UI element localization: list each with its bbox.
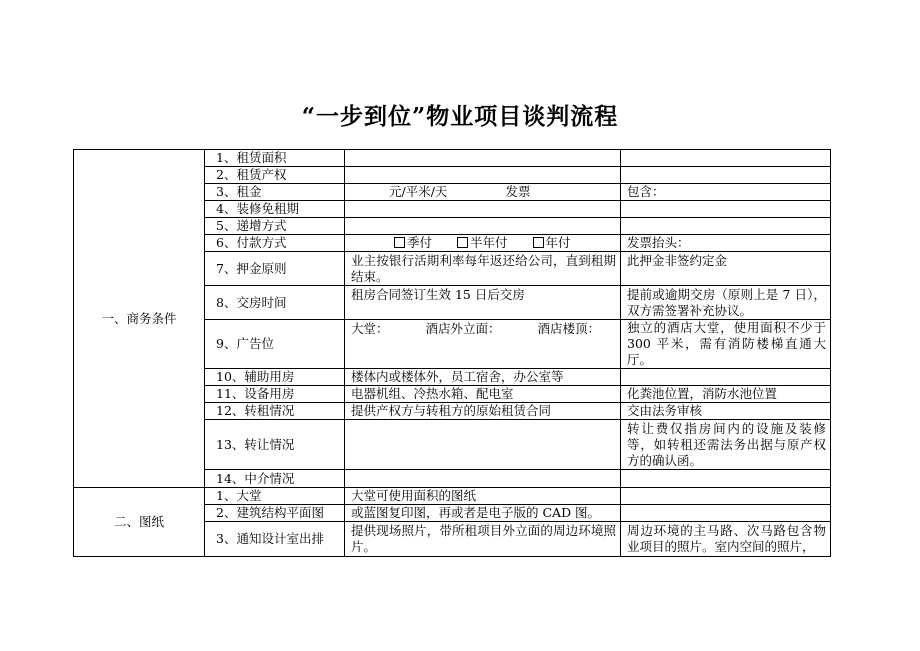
checkbox-icon[interactable] bbox=[457, 237, 468, 248]
item-label: 7、押金原则 bbox=[205, 252, 345, 286]
payment-option[interactable]: 半年付 bbox=[457, 235, 508, 250]
cell: 提供产权方与转租方的原始租赁合同 bbox=[345, 403, 621, 420]
table-row bbox=[74, 488, 831, 505]
document-title: “一步到位”物业项目谈判流程 bbox=[301, 103, 619, 130]
item-label: 9、广告位 bbox=[205, 320, 345, 369]
cell bbox=[345, 218, 621, 235]
cell bbox=[621, 505, 831, 522]
cell: 楼体内或楼体外，员工宿舍，办公室等 bbox=[345, 369, 621, 386]
cell: 转让费仅指房间内的设施及装修等，如转租还需法务出据与原产权方的确认函。 bbox=[621, 420, 831, 470]
cell: 包含： bbox=[621, 184, 831, 201]
item-label: 10、辅助用房 bbox=[205, 369, 345, 386]
cell: 提供现场照片，带所租项目外立面的周边环境照片。 bbox=[345, 522, 621, 557]
cell bbox=[345, 201, 621, 218]
section-label: 一、商务条件 bbox=[74, 150, 205, 488]
item-label: 11、设备用房 bbox=[205, 386, 345, 403]
invoice-label: 发票 bbox=[505, 184, 531, 199]
cell bbox=[621, 167, 831, 184]
payment-option[interactable]: 年付 bbox=[533, 235, 571, 250]
item-label: 2、租赁产权 bbox=[205, 167, 345, 184]
negotiation-table bbox=[73, 149, 831, 557]
item-label: 3、通知设计室出排 bbox=[205, 522, 345, 557]
cell bbox=[345, 150, 621, 167]
payment-option[interactable]: 季付 bbox=[394, 235, 432, 250]
cell: 周边环境的主马路、次马路包含物业项目的照片。室内空间的照片， bbox=[621, 522, 831, 557]
cell: 独立的酒店大堂，使用面积不少于 300 平米，需有消防楼梯直通大厅。 bbox=[621, 320, 831, 369]
cell: 化粪池位置，消防水池位置 bbox=[621, 386, 831, 403]
cell bbox=[345, 167, 621, 184]
cell: 交由法务审核 bbox=[621, 403, 831, 420]
ad-positions-cell bbox=[345, 320, 621, 369]
payment-options-cell bbox=[345, 235, 621, 252]
cell bbox=[621, 369, 831, 386]
item-label: 5、递增方式 bbox=[205, 218, 345, 235]
cell: 或蓝图复印图，再或者是电子版的 CAD 图。 bbox=[345, 505, 621, 522]
ad-position: 酒店楼顶： bbox=[537, 321, 600, 336]
rent-cell bbox=[345, 184, 621, 201]
cell bbox=[345, 470, 621, 488]
item-label: 12、转租情况 bbox=[205, 403, 345, 420]
item-label: 4、装修免租期 bbox=[205, 201, 345, 218]
cell: 电器机组、冷热水箱、配电室 bbox=[345, 386, 621, 403]
item-label: 14、中介情况 bbox=[205, 470, 345, 488]
cell bbox=[621, 201, 831, 218]
checkbox-icon[interactable] bbox=[394, 237, 405, 248]
item-label: 6、付款方式 bbox=[205, 235, 345, 252]
cell bbox=[621, 150, 831, 167]
section-label: 二、图纸 bbox=[74, 488, 205, 557]
item-label: 1、大堂 bbox=[205, 488, 345, 505]
table-row bbox=[74, 150, 831, 167]
checkbox-icon[interactable] bbox=[533, 237, 544, 248]
cell bbox=[345, 420, 621, 470]
cell: 大堂可使用面积的图纸 bbox=[345, 488, 621, 505]
rent-unit: 元/平米/天 bbox=[389, 184, 448, 199]
cell: 业主按银行活期利率每年返还给公司，直到租期结束。 bbox=[345, 252, 621, 286]
cell bbox=[621, 218, 831, 235]
item-label: 8、交房时间 bbox=[205, 286, 345, 320]
cell: 发票抬头： bbox=[621, 235, 831, 252]
ad-position: 大堂： bbox=[351, 321, 389, 336]
cell: 此押金非签约定金 bbox=[621, 252, 831, 286]
cell: 租房合同签订生效 15 日后交房 bbox=[345, 286, 621, 320]
cell bbox=[621, 488, 831, 505]
item-label: 2、建筑结构平面图 bbox=[205, 505, 345, 522]
ad-position: 酒店外立面： bbox=[425, 321, 501, 336]
item-label: 1、租赁面积 bbox=[205, 150, 345, 167]
item-label: 3、租金 bbox=[205, 184, 345, 201]
cell bbox=[621, 470, 831, 488]
cell: 提前或逾期交房（原则上是 7 日），双方需签署补充协议。 bbox=[621, 286, 831, 320]
item-label: 13、转让情况 bbox=[205, 420, 345, 470]
